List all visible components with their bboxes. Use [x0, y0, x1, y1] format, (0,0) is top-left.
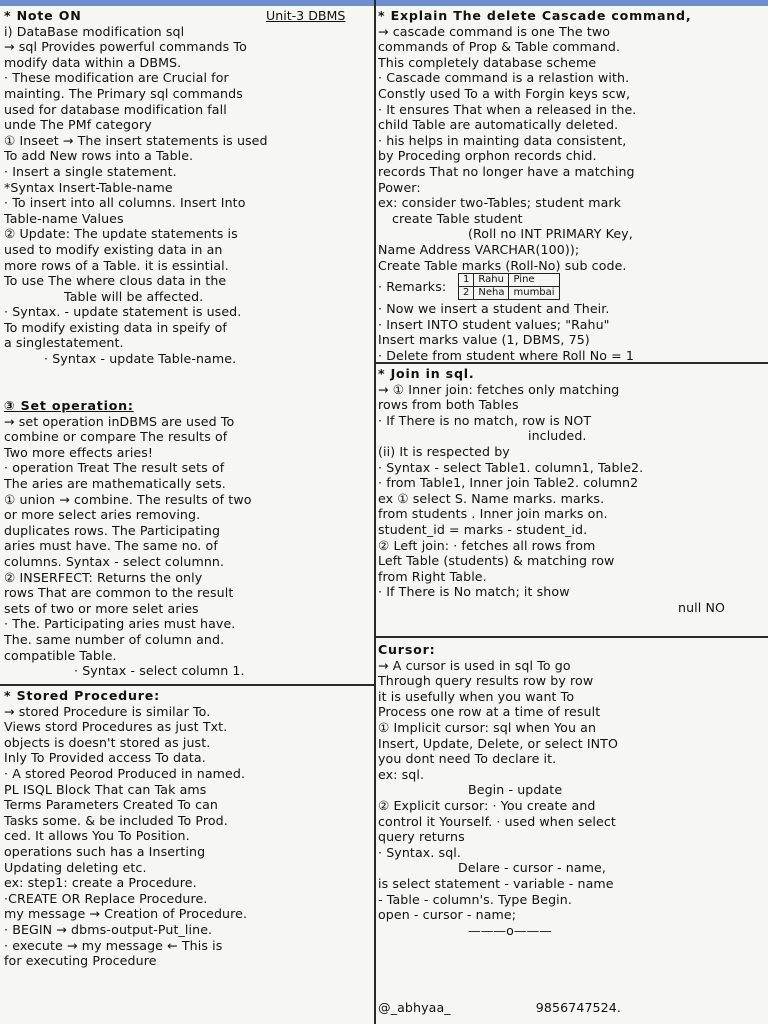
- text-line: · Delete from student where Roll No = 1: [378, 347, 635, 363]
- text-line: ① Implicit cursor: sql when You an: [378, 719, 597, 735]
- table-cell: Pine: [509, 274, 559, 287]
- unit-tag: Unit-3 DBMS: [266, 8, 346, 23]
- right-column: [378, 8, 764, 1020]
- set-operation-section: [4, 398, 374, 679]
- text-line: → ① Inner join: fetches only matching: [378, 381, 620, 397]
- text-line: objects is doesn't stored as just.: [4, 734, 211, 750]
- remarks-row: [378, 273, 764, 301]
- text-line: · Insert a single statement.: [4, 163, 177, 179]
- text-line: · Insert INTO student values; "Rahu": [378, 316, 610, 332]
- text-line: you dont need To declare it.: [378, 751, 557, 767]
- stored-procedure-heading: * Stored Procedure:: [4, 688, 160, 703]
- text-line: Begin - update: [468, 782, 563, 798]
- modification-section: [4, 8, 374, 367]
- text-line: · BEGIN → dbms-output-Put_line.: [4, 921, 213, 937]
- cascade-section: [378, 8, 764, 363]
- text-line: · The. Participating aries must have.: [4, 616, 236, 632]
- text-line: duplicates rows. The Participating: [4, 522, 221, 538]
- text-line: ·CREATE OR Replace Procedure.: [4, 890, 208, 906]
- text-line: · execute → my message ← This is: [4, 937, 223, 953]
- text-line: · It ensures That when a released in the.: [378, 101, 637, 117]
- join-section: [378, 366, 764, 616]
- text-line: included.: [528, 428, 587, 444]
- text-line: This completely database scheme: [378, 54, 597, 70]
- text-line: ① Inseet → The insert statements is used: [4, 132, 268, 148]
- table-cell: 2: [459, 287, 474, 300]
- cascade-heading: * Explain The delete Cascade command,: [378, 8, 692, 23]
- cursor-section: [378, 642, 764, 938]
- text-line: unde The PMf category: [4, 117, 152, 133]
- text-line: · These modification are Crucial for: [4, 70, 229, 86]
- text-line: for executing Procedure: [4, 953, 157, 969]
- text-line: modify data within a DBMS.: [4, 54, 182, 70]
- text-line: columns. Syntax - select columnn.: [4, 553, 225, 569]
- text-line: → A cursor is used in sql To go: [378, 657, 571, 673]
- text-line: it is usefully when you want To: [378, 688, 575, 704]
- text-line: Table will be affected.: [64, 288, 204, 304]
- text-line: rows from both Tables: [378, 397, 519, 413]
- text-line: · If There is no match, row is NOT: [378, 412, 592, 428]
- text-line: is select statement - variable - name: [378, 875, 614, 891]
- text-line: from students . Inner join marks on.: [378, 506, 608, 522]
- text-line: PL ISQL Block That can Tak ams: [4, 781, 207, 797]
- text-line: ② Explicit cursor: · You create and: [378, 797, 596, 813]
- text-line: combine or compare The results of: [4, 429, 228, 445]
- text-line: Delare - cursor - name,: [458, 860, 606, 876]
- cursor-heading: Cursor:: [378, 642, 436, 657]
- text-line: · operation Treat The result sets of: [4, 460, 225, 476]
- text-line: → cascade command is one The two: [378, 23, 611, 39]
- text-line: control it Yourself. · used when select: [378, 813, 616, 829]
- text-line: To add New rows into a Table.: [4, 148, 194, 164]
- text-line: The. same number of column and.: [4, 631, 225, 647]
- text-line: by Proceding orphon records chid.: [378, 148, 597, 164]
- text-line: · A stored Peorod Produced in named.: [4, 765, 246, 781]
- text-line: The aries are mathematically sets.: [4, 475, 226, 491]
- text-line: · If There is No match; it show: [378, 584, 570, 600]
- column-divider: [374, 0, 376, 1024]
- text-line: Table-name Values: [4, 210, 124, 226]
- text-line: sets of two or more selet aries: [4, 600, 199, 616]
- text-line: → sql Provides powerful commands To: [4, 39, 247, 55]
- text-line: · from Table1, Inner join Table2. column2: [378, 475, 639, 491]
- text-line: or more select aries removing.: [4, 507, 201, 523]
- note-heading: * Note ON: [4, 8, 82, 23]
- text-line: *Syntax Insert-Table-name: [4, 179, 173, 195]
- text-line: Power:: [378, 179, 421, 195]
- text-line: Two more effects aries!: [4, 444, 154, 460]
- text-line: used to modify existing data in an: [4, 241, 223, 257]
- table-row: [459, 274, 560, 287]
- modification-lines: [4, 24, 374, 367]
- text-line: ex: consider two-Tables; student mark: [378, 195, 622, 211]
- top-border: [0, 0, 768, 6]
- text-line: Left Table (students) & matching row: [378, 553, 615, 569]
- text-line: ② INSERFECT: Returns the only: [4, 569, 203, 585]
- text-line: create Table student: [392, 210, 523, 226]
- text-line: records That no longer have a matching: [378, 163, 635, 179]
- text-line: compatible Table.: [4, 647, 117, 663]
- text-line: · Syntax. sql.: [378, 844, 462, 860]
- text-line: · Syntax. - update statement is used.: [4, 304, 242, 320]
- text-line: To use The where clous data in the: [4, 273, 227, 289]
- text-line: student_id = marks - student_id.: [378, 521, 588, 537]
- text-line: ② Update: The update statements is: [4, 226, 238, 242]
- text-line: To modify existing data in speify of: [4, 319, 227, 335]
- text-line: · Syntax - select Table1. column1, Table2.: [378, 459, 644, 475]
- text-line: null NO: [678, 599, 725, 615]
- text-line: (ii) It is respected by: [378, 443, 510, 459]
- text-line: Updating deleting etc.: [4, 859, 147, 875]
- text-line: ced. It allows You To Position.: [4, 828, 190, 844]
- text-line: open - cursor - name;: [378, 907, 517, 923]
- table-row: [459, 287, 560, 300]
- text-line: Create Table marks (Roll-No) sub code.: [378, 257, 627, 273]
- text-line: Inly To Provided access To data.: [4, 750, 206, 766]
- join-heading: * Join in sql.: [378, 366, 475, 381]
- text-line: · To insert into all columns. Insert Into: [4, 195, 246, 211]
- table-cell: 1: [459, 274, 474, 287]
- text-line: Terms Parameters Created To can: [4, 797, 218, 813]
- text-line: Insert, Update, Delete, or select INTO: [378, 735, 618, 751]
- left-column: [4, 8, 374, 1020]
- text-line: aries must have. The same no. of: [4, 538, 218, 554]
- text-line: Tasks some. & be included To Prod.: [4, 812, 228, 828]
- text-line: Views stord Procedures as just Txt.: [4, 719, 228, 735]
- text-line: query returns: [378, 829, 465, 845]
- text-line: Name Address VARCHAR(100));: [378, 241, 580, 257]
- table-cell: mumbai: [509, 287, 559, 300]
- text-line: Process one row at a time of result: [378, 704, 601, 720]
- text-line: Insert marks value (1, DBMS, 75): [378, 332, 590, 348]
- text-line: ex ① select S. Name marks. marks.: [378, 490, 605, 506]
- text-line: my message → Creation of Procedure.: [4, 906, 248, 922]
- text-line: commands of Prop & Table command.: [378, 39, 621, 55]
- text-line: more rows of a Table. it is essintial.: [4, 257, 229, 273]
- text-line: · Syntax - select column 1.: [74, 663, 245, 679]
- text-line: ———o———: [468, 922, 552, 938]
- text-line: ① union → combine. The results of two: [4, 491, 252, 507]
- text-line: rows That are common to the result: [4, 585, 234, 601]
- text-line: · Cascade command is a relastion with.: [378, 70, 630, 86]
- text-line: → set operation inDBMS are used To: [4, 413, 235, 429]
- signature-handle: @_abhyaa_: [378, 1000, 451, 1015]
- stored-procedure-section: [4, 688, 374, 969]
- text-line: ② Left join: · fetches all rows from: [378, 537, 596, 553]
- text-line: · Syntax - update Table-name.: [44, 351, 237, 367]
- text-line: i) DataBase modification sql: [4, 23, 185, 39]
- text-line: (Roll no INT PRIMARY Key,: [468, 226, 633, 242]
- text-line: a singlestatement.: [4, 335, 124, 351]
- table-cell: Neha: [474, 287, 509, 300]
- text-line: used for database modification fall: [4, 101, 227, 117]
- table-cell: Rahu: [474, 274, 509, 287]
- signature-phone: 9856747524.: [535, 1000, 621, 1015]
- text-line: · his helps in mainting data consistent,: [378, 132, 627, 148]
- marks-table: [458, 273, 560, 300]
- text-line: → stored Procedure is similar To.: [4, 703, 211, 719]
- signature-row: [378, 997, 764, 1016]
- text-line: child Table are automatically deleted.: [378, 117, 619, 133]
- text-line: mainting. The Primary sql commands: [4, 85, 243, 101]
- text-line: ex: sql.: [378, 766, 425, 782]
- text-line: Through query results row by row: [378, 673, 594, 689]
- text-line: · Now we insert a student and Their.: [378, 301, 610, 317]
- text-line: · Remarks:: [378, 279, 447, 295]
- text-line: ex: step1: create a Procedure.: [4, 875, 197, 891]
- text-line: operations such has a Inserting: [4, 843, 206, 859]
- text-line: Constly used To a with Forgin keys scw,: [378, 85, 631, 101]
- set-operation-heading: ③ Set operation:: [4, 398, 134, 413]
- text-line: - Table - column's. Type Begin.: [378, 891, 572, 907]
- text-line: from Right Table.: [378, 568, 487, 584]
